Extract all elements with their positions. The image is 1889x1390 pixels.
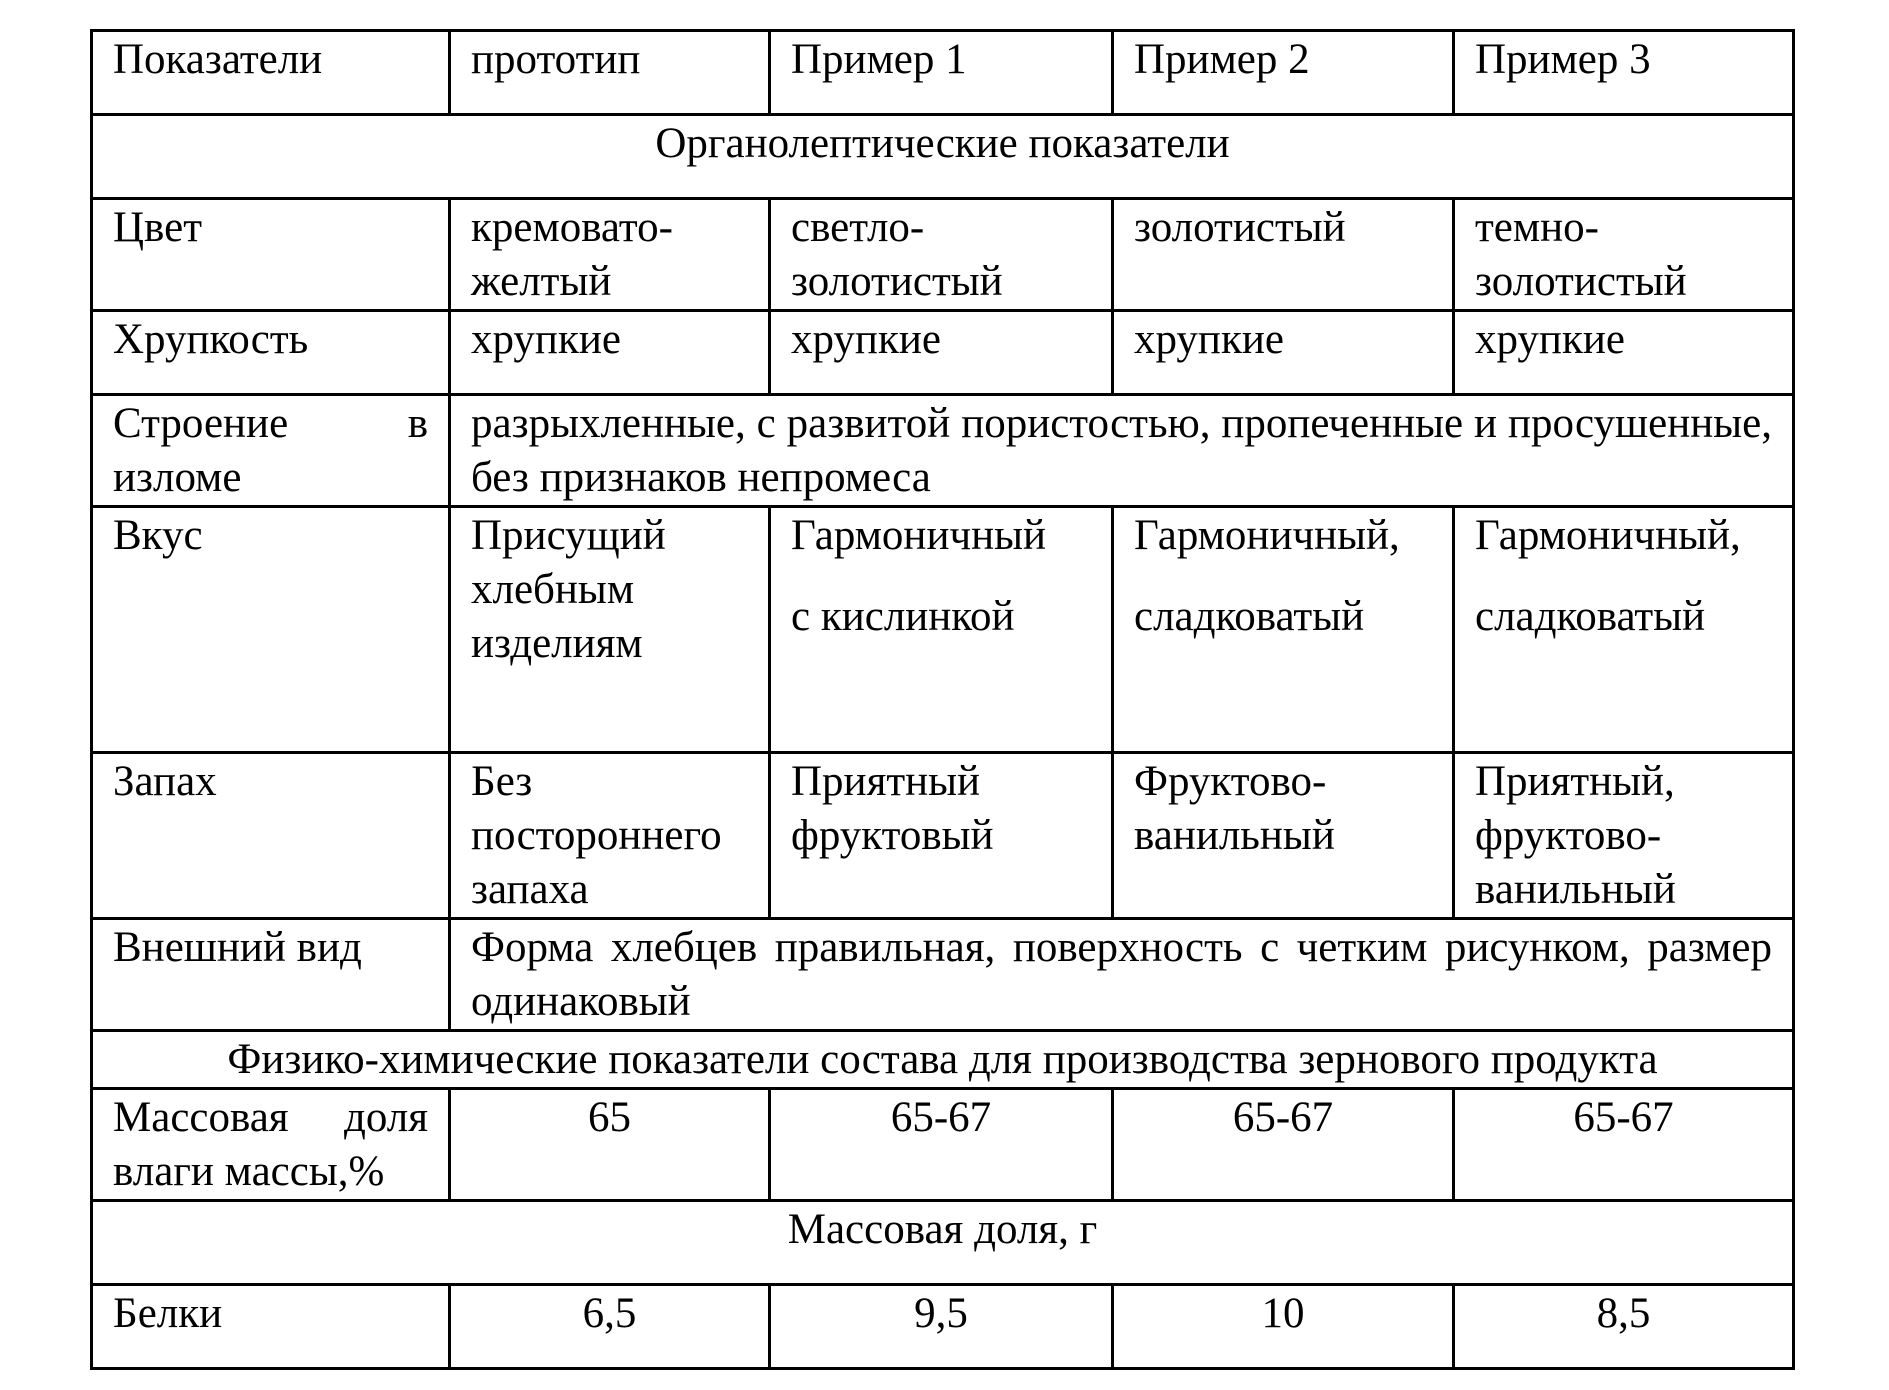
moisture-example-2: 65-67 [1113, 1089, 1454, 1201]
smell-example-1 [770, 753, 1113, 919]
section-mass-fraction: Массовая доля, г [92, 1201, 1794, 1285]
taste-example-1-line: с кислинкой [791, 593, 1015, 640]
taste-example-3-line: сладковатый [1475, 593, 1706, 640]
color-example-2: золотистый [1113, 199, 1454, 311]
smell-example-1-line: фруктовый [791, 812, 994, 859]
structure-value: разрыхленные, с развитой пористостью, пропеченные и просушенные, без признаков непромеса [450, 395, 1794, 507]
color-prototype-line: кремовато- [471, 204, 673, 251]
section-row-physchem [92, 1031, 1794, 1089]
smell-example-3-line: фруктово- [1475, 812, 1662, 859]
smell-example-2 [1113, 753, 1454, 919]
taste-example-2-line: сладковатый [1134, 593, 1365, 640]
brittleness-example-2: хрупкие [1113, 311, 1454, 395]
color-example-3 [1454, 199, 1794, 311]
proteins-example-1: 9,5 [770, 1285, 1113, 1369]
row-appearance [92, 919, 1794, 1031]
taste-example-1-line: Гармоничный [791, 512, 1046, 559]
taste-example-3 [1454, 507, 1794, 753]
taste-prototype-line: хлебным [471, 566, 635, 613]
taste-example-1 [770, 507, 1113, 753]
row-structure [92, 395, 1794, 507]
proteins-prototype: 6,5 [450, 1285, 770, 1369]
header-example-1: Пример 1 [770, 31, 1113, 115]
line-gap [791, 563, 1091, 590]
taste-example-3-line: Гармоничный, [1475, 512, 1741, 559]
section-row-organoleptic [92, 115, 1794, 199]
smell-prototype-line: Без [471, 758, 533, 805]
smell-example-3 [1454, 753, 1794, 919]
section-row-mass-fraction [92, 1201, 1794, 1285]
color-prototype-line: желтый [471, 258, 612, 305]
smell-prototype [450, 753, 770, 919]
smell-prototype-line: постороннего [471, 812, 722, 859]
brittleness-example-3: хрупкие [1454, 311, 1794, 395]
taste-example-2-line: Гармоничный, [1134, 512, 1400, 559]
brittleness-label: Хрупкость [92, 311, 450, 395]
color-example-1-line: золотистый [791, 258, 1003, 305]
header-prototype: прототип [450, 31, 770, 115]
taste-label: Вкус [92, 507, 450, 753]
smell-example-3-line: Приятный, [1475, 758, 1675, 805]
smell-prototype-line: запаха [471, 866, 589, 913]
indicators-table [90, 29, 1795, 1370]
brittleness-prototype: хрупкие [450, 311, 770, 395]
proteins-example-2: 10 [1113, 1285, 1454, 1369]
header-row [92, 31, 1794, 115]
taste-prototype [450, 507, 770, 753]
row-smell [92, 753, 1794, 919]
line-gap [1134, 563, 1432, 590]
row-proteins [92, 1285, 1794, 1369]
smell-example-3-line: ванильный [1475, 866, 1676, 913]
taste-prototype-line: изделиям [471, 620, 643, 667]
appearance-label: Внешний вид [92, 919, 450, 1031]
smell-example-2-line: ванильный [1134, 812, 1335, 859]
moisture-example-3: 65-67 [1454, 1089, 1794, 1201]
brittleness-example-1: хрупкие [770, 311, 1113, 395]
color-example-1 [770, 199, 1113, 311]
row-taste [92, 507, 1794, 753]
section-physchem: Физико-химические показатели состава для производства зернового продукта [92, 1031, 1794, 1089]
structure-label: Строение в изломе [92, 395, 450, 507]
row-color [92, 199, 1794, 311]
taste-example-2 [1113, 507, 1454, 753]
line-gap [1475, 563, 1772, 590]
proteins-example-3: 8,5 [1454, 1285, 1794, 1369]
color-label: Цвет [92, 199, 450, 311]
moisture-label: Массовая доля влаги массы,% [92, 1089, 450, 1201]
appearance-value: Форма хлебцев правильная, поверхность с четким рисунком, размер одинаковый [450, 919, 1794, 1031]
taste-prototype-line: Присущий [471, 512, 666, 559]
row-moisture [92, 1089, 1794, 1201]
section-organoleptic: Органолептические показатели [92, 115, 1794, 199]
color-example-3-line: темно- [1475, 204, 1599, 251]
moisture-prototype: 65 [450, 1089, 770, 1201]
smell-example-2-line: Фруктово- [1134, 758, 1327, 805]
color-example-1-line: светло- [791, 204, 925, 251]
header-indicator: Показатели [92, 31, 450, 115]
smell-label: Запах [92, 753, 450, 919]
color-example-3-line: золотистый [1475, 258, 1687, 305]
moisture-example-1: 65-67 [770, 1089, 1113, 1201]
row-brittleness [92, 311, 1794, 395]
smell-example-1-line: Приятный [791, 758, 981, 805]
header-example-3: Пример 3 [1454, 31, 1794, 115]
header-example-2: Пример 2 [1113, 31, 1454, 115]
proteins-label: Белки [92, 1285, 450, 1369]
color-prototype [450, 199, 770, 311]
